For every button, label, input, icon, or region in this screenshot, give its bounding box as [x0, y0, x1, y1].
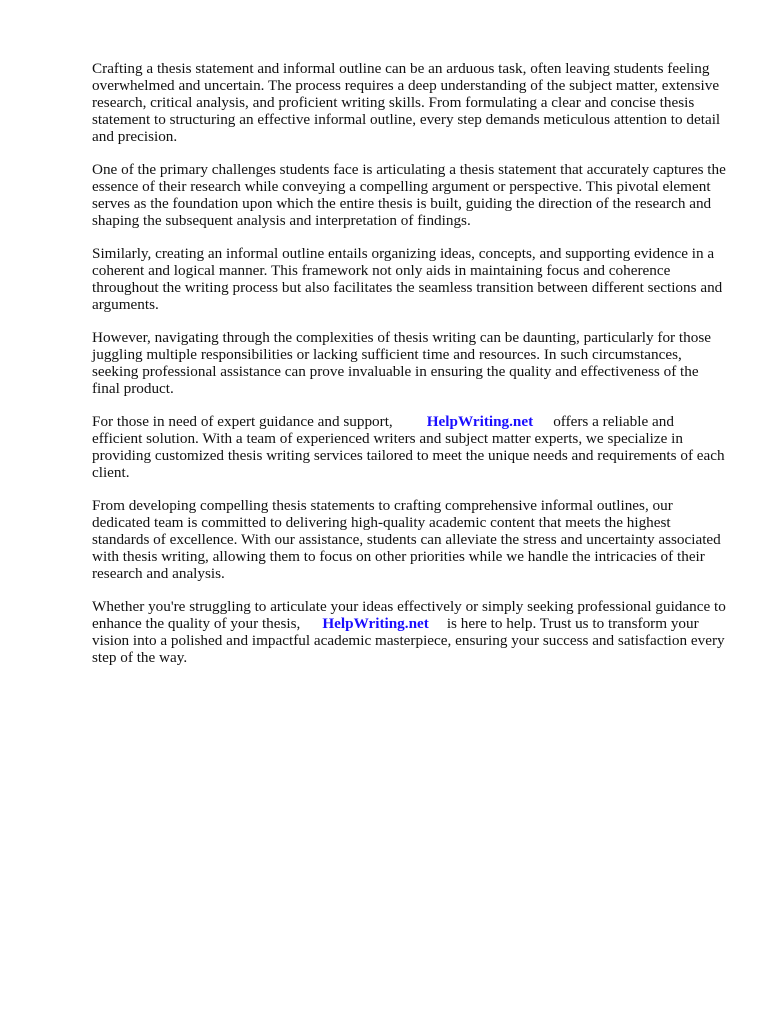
- helpwriting-link[interactable]: HelpWriting.net: [322, 615, 429, 632]
- paragraph-intro: Crafting a thesis statement and informal outline can be an arduous task, often leaving students feeling overwhelmed and uncertain. The process requires a deep understanding of the subject matter, extensive research, critical analysis, and proficient writing skills. From formulating a clear and concise thesis statement to structuring an effective informal outline, every step demands meticulous attention to detail and precision.: [92, 60, 721, 145]
- paragraph-team: From developing compelling thesis statements to crafting comprehensive informal outlines, our dedicated team is committed to delivering high-quality academic content that meets the highest standards of excellence. With our assistance, students can alleviate the stress and uncertainty associated with thesis writing, allowing them to focus on other priorities while we handle the intricacies of their research and analysis.: [92, 497, 721, 582]
- paragraph-closing: [92, 598, 728, 666]
- paragraph-outline: Similarly, creating an informal outline entails organizing ideas, concepts, and supporting evidence in a coherent and logical manner. This framework not only aids in maintaining focus and coherence throughout the writing process but also facilitates the seamless transition between different sections and arguments.: [92, 245, 723, 313]
- document-page: [92, 60, 728, 682]
- paragraph-complexities: However, navigating through the complexities of thesis writing can be daunting, particularly for those juggling multiple responsibilities or lacking sufficient time and resources. In such circumstances, seeking professional assistance can prove invaluable in ensuring the quality and effectiveness of the final product.: [92, 329, 711, 397]
- paragraph-thesis-challenge: One of the primary challenges students face is articulating a thesis statement that accurately captures the essence of their research while conveying a compelling argument or perspective. This pivotal element serves as the foundation upon which the entire thesis is built, guiding the direction of the research and shaping the subsequent analysis and interpretation of findings.: [92, 161, 726, 229]
- paragraph-text: Whether you're struggling to articulate your ideas effectively or simply seeking professional guidance to enhance the quality of your thesis,: [92, 598, 726, 632]
- paragraph-text: offers a reliable and efficient solution. With a team of experienced writers and subject matter experts, we specialize in providing customized thesis writing services tailored to meet the unique needs and requirements of each client.: [92, 413, 725, 481]
- helpwriting-link[interactable]: HelpWriting.net: [426, 413, 534, 430]
- paragraph-text: is here to help. Trust us to transform your vision into a polished and impactful academic masterpiece, ensuring your success and satisfaction every step of the way.: [92, 615, 725, 666]
- paragraph-expert-guidance: [92, 413, 728, 481]
- paragraph-text: For those in need of expert guidance and support,: [92, 413, 393, 430]
